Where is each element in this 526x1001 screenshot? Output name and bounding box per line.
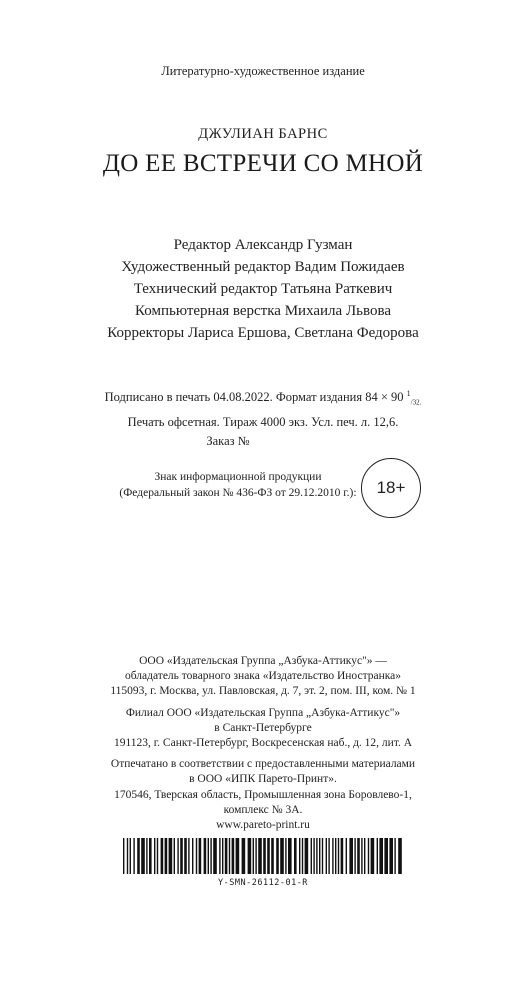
credit-proofreaders: Корректоры Лариса Ершова, Светлана Федорова bbox=[107, 325, 419, 341]
credits-list bbox=[0, 234, 526, 344]
publisher-address: 115093, г. Москва, ул. Павловская, д. 7, эт. 2, пом. III, ком. № 1 bbox=[110, 685, 416, 698]
credit-editor: Редактор Александр Гузман bbox=[173, 237, 353, 253]
branch-address: 191123, г. Санкт-Петербург, Воскресенская наб., д. 12, лит. А bbox=[113, 737, 413, 750]
info-mark-line1: Знак информационной продукции bbox=[154, 471, 322, 483]
credit-tech-editor: Технический редактор Татьяна Раткевич bbox=[133, 281, 393, 297]
credit-art-editor: Художественный редактор Вадим Пожидаев bbox=[121, 259, 405, 275]
order-label: Заказ № bbox=[206, 433, 250, 448]
publisher-line: ООО «Издательская Группа „Азбука-Аттикус"» — bbox=[139, 655, 387, 667]
author-name: ДЖУЛИАН БАРНС bbox=[198, 126, 328, 142]
print-info-line2: Печать офсетная. Тираж 4000 экз. Усл. печ. л. 12,6. bbox=[127, 414, 399, 429]
printer-line: Отпечатано в соответствии с предоставленными материалами bbox=[110, 758, 416, 771]
printer-address: комплекс № 3А. bbox=[223, 803, 303, 816]
info-product-mark bbox=[110, 469, 366, 501]
print-info-line1 bbox=[0, 384, 526, 413]
print-format: Подписано в печать 04.08.2022. Формат издания 84 × 90 bbox=[104, 390, 404, 405]
branch-line: в Санкт-Петербурге bbox=[214, 721, 312, 734]
printer-website: www.pareto-print.ru bbox=[216, 819, 310, 832]
order-number bbox=[0, 432, 526, 451]
info-mark-line2: (Федеральный закон № 436-ФЗ от 29.12.2010 г.): bbox=[119, 487, 357, 499]
printer-address: 170546, Тверская область, Промышленная зона Боровлево-1, bbox=[114, 788, 412, 801]
format-numerator: 1 bbox=[406, 389, 411, 398]
print-info bbox=[0, 384, 526, 451]
barcode bbox=[123, 838, 403, 874]
credit-layout: Компьютерная верстка Михаила Львова bbox=[134, 303, 391, 319]
barcode-text: Y-SMN-26112-01-R bbox=[218, 878, 308, 888]
branch-line: Филиал ООО «Издательская Группа „Азбука-Аттикус"» bbox=[125, 706, 401, 719]
format-denominator: /32. bbox=[410, 398, 422, 407]
book-title: ДО ЕЕ ВСТРЕЧИ СО МНОЙ bbox=[102, 150, 424, 177]
edition-type: Литературно-художественное издание bbox=[161, 64, 365, 78]
age-rating-badge: 18+ bbox=[361, 458, 421, 518]
publisher-info bbox=[0, 654, 526, 833]
printer-line: в ООО «ИПК Парето-Принт». bbox=[189, 773, 337, 786]
publisher-line: обладатель товарного знака «Издательство Иностранка» bbox=[124, 670, 402, 683]
